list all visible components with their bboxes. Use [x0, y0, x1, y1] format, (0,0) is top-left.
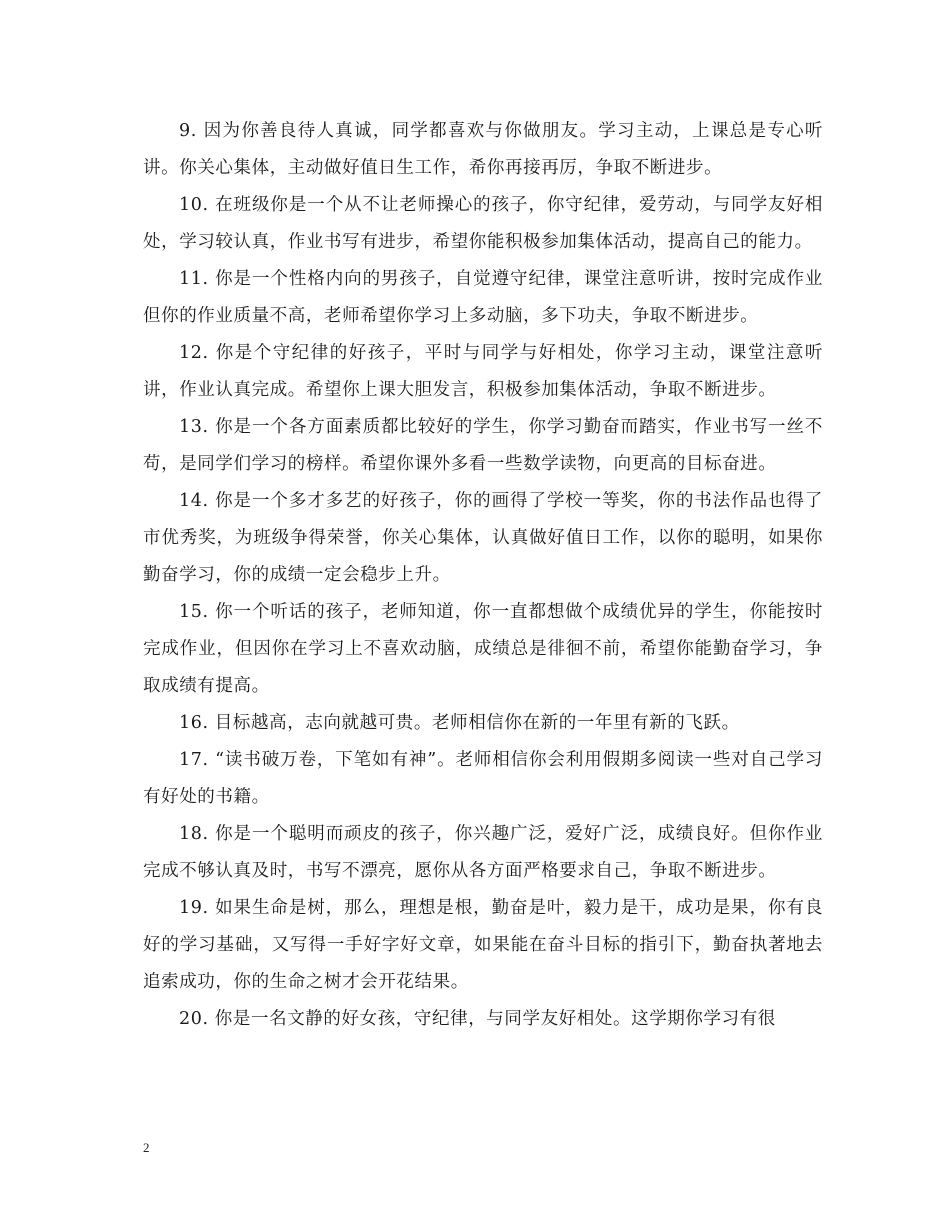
body-text [143, 113, 823, 1038]
paragraph-13: 13. 你是一个各方面素质都比较好的学生，你学习勤奋而踏实，作业书写一丝不苟，是同学们学习的榜样。希望你课外多看一些数学读物，向更高的目标奋进。 [143, 417, 823, 474]
paragraph-17: 17. “读书破万卷，下笔如有神”。老师相信你会利用假期多阅读一些对自己学习有好处的书籍。 [143, 750, 823, 807]
paragraph-20: 20. 你是一名文静的好女孩，守纪律，与同学友好相处。这学期你学习有很 [179, 1009, 776, 1029]
paragraph-16: 16. 目标越高，志向就越可贵。老师相信你在新的一年里有新的飞跃。 [179, 713, 740, 733]
paragraph-14: 14. 你是一个多才多艺的好孩子，你的画得了学校一等奖，你的书法作品也得了市优秀奖，为班级争得荣誉，你关心集体，认真做好值日工作，以你的聪明，如果你勤奋学习，你的成绩一定会稳步上升。 [143, 491, 823, 585]
paragraph-12: 12. 你是个守纪律的好孩子，平时与同学与好相处，你学习主动，课堂注意听讲，作业认真完成。希望你上课大胆发言，积极参加集体活动，争取不断进步。 [143, 343, 823, 400]
paragraph-19: 19. 如果生命是树，那么，理想是根，勤奋是叶，毅力是干，成功是果，你有良好的学习基础，又写得一手好字好文章，如果能在奋斗目标的指引下，勤奋执著地去追索成功，你的生命之树才会开花结果。 [143, 898, 823, 992]
paragraph-9: 9. 因为你善良待人真诚，同学都喜欢与你做朋友。学习主动，上课总是专心听讲。你关心集体，主动做好值日生工作，希你再接再厉，争取不断进步。 [143, 121, 823, 178]
paragraph-10: 10. 在班级你是一个从不让老师操心的孩子，你守纪律，爱劳动，与同学友好相处，学习较认真，作业书写有进步，希望你能积极参加集体活动，提高自己的能力。 [143, 195, 823, 252]
page-number: 2 [143, 1140, 150, 1155]
paragraph-18: 18. 你是一个聪明而顽皮的孩子，你兴趣广泛，爱好广泛，成绩良好。但你作业完成不够认真及时，书写不漂亮，愿你从各方面严格要求自己，争取不断进步。 [143, 824, 823, 881]
paragraph-15: 15. 你一个听话的孩子，老师知道，你一直都想做个成绩优异的学生，你能按时完成作业，但因你在学习上不喜欢动脑，成绩总是徘徊不前，希望你能勤奋学习，争取成绩有提高。 [143, 602, 823, 696]
paragraph-11: 11. 你是一个性格内向的男孩子，自觉遵守纪律，课堂注意听讲，按时完成作业但你的作业质量不高，老师希望你学习上多动脑，多下功夫，争取不断进步。 [143, 269, 823, 326]
